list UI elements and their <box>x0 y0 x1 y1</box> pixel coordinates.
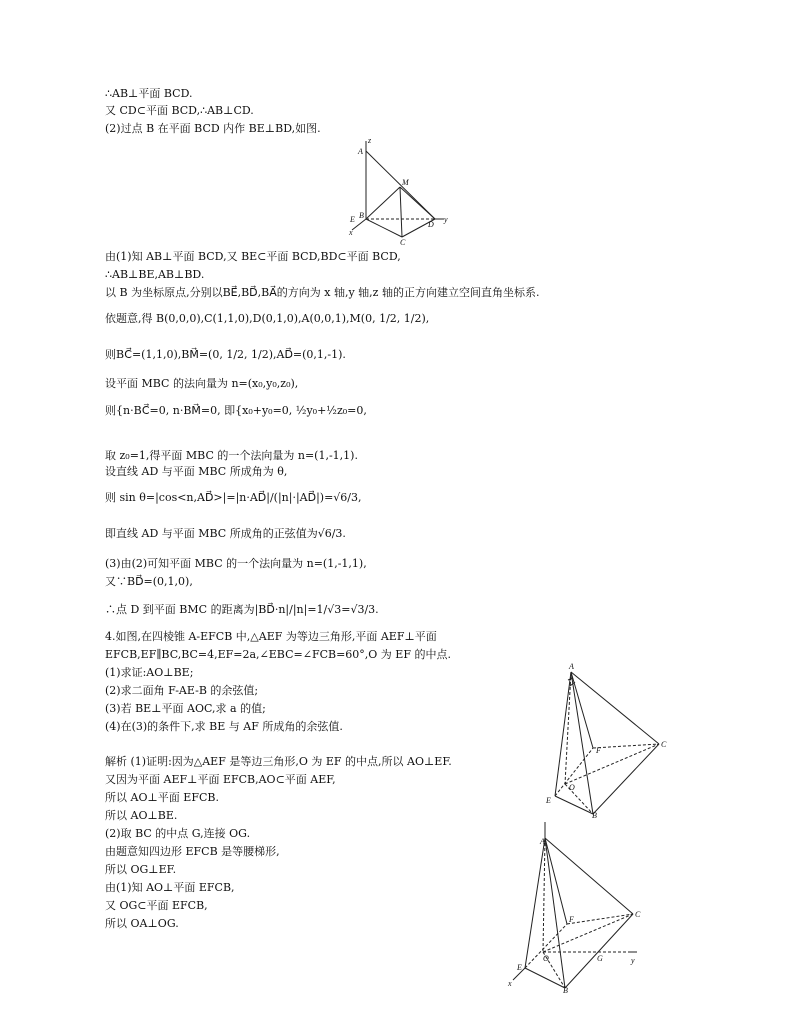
label-C: C <box>635 910 641 919</box>
text-line: (3)由(2)可知平面 MBC 的一个法向量为 n=(1,-1,1), <box>105 557 367 570</box>
text-line: 所以 AO⊥平面 EFCB. <box>105 791 219 804</box>
text-line: 设平面 MBC 的法向量为 n=(x₀,y₀,z₀), <box>105 377 299 390</box>
label-B: B <box>563 986 568 994</box>
label-F: F <box>596 746 601 755</box>
label-C: C <box>400 238 406 247</box>
label-E: E <box>517 963 522 972</box>
text-line: 所以 OA⊥OG. <box>105 917 179 930</box>
label-B: B <box>359 211 364 220</box>
figure-tetrahedron-axes <box>340 135 460 247</box>
text-line: (3)若 BE⊥平面 AOC,求 a 的值; <box>105 702 266 715</box>
text-line: 则BC⃗=(1,1,0),BM⃗=(0, 1/2, 1/2),AD⃗=(0,1,-1). <box>105 348 346 361</box>
text-line: 所以 AO⊥BE. <box>105 809 178 822</box>
label-F: F <box>569 915 574 924</box>
text-line: ∴AB⊥平面 BCD. <box>105 87 193 100</box>
label-D: D <box>428 220 434 229</box>
label-A: A <box>540 837 545 846</box>
text-line: (1)求证:AO⊥BE; <box>105 666 194 679</box>
label-C: C <box>661 740 667 749</box>
label-x: x <box>349 228 353 237</box>
label-M: M <box>402 178 409 187</box>
label-A: A <box>569 662 574 671</box>
text-line: 以 B 为坐标原点,分别以BE⃗,BD⃗,BA⃗的方向为 x 轴,y 轴,z 轴的正方向建立空间直角坐标系. <box>105 286 540 299</box>
label-B: B <box>592 811 597 818</box>
text-line: ∴点 D 到平面 BMC 的距离为|BD⃗·n|/|n|=1/√3=√3/3. <box>105 603 379 616</box>
figure-pyramid-axes <box>505 818 650 994</box>
text-line: 则{n·BC⃗=0, n·BM⃗=0, 即{x₀+y₀=0, ½y₀+½z₀=0, <box>105 404 367 417</box>
label-z: z <box>368 136 372 145</box>
text-line: 又因为平面 AEF⊥平面 EFCB,AO⊂平面 AEF, <box>105 773 336 786</box>
text-line: 由题意知四边形 EFCB 是等腰梯形, <box>105 845 280 858</box>
label-E: E <box>546 796 551 805</box>
text-line: (4)在(3)的条件下,求 BE 与 AF 所成角的余弦值. <box>105 720 343 733</box>
text-line: 解析 (1)证明:因为△AEF 是等边三角形,O 为 EF 的中点,所以 AO⊥EF. <box>105 755 452 768</box>
text-line: EFCB,EF∥BC,BC=4,EF=2a,∠EBC=∠FCB=60°,O 为 EF 的中点. <box>105 648 451 661</box>
text-line: 又 OG⊂平面 EFCB, <box>105 899 208 912</box>
label-G: G <box>597 954 603 963</box>
text-line: 则 sin θ=|cos<n,AD⃗>|=|n·AD⃗|/(|n|·|AD⃗|)=√6/3, <box>105 491 362 504</box>
label-O: O <box>543 954 549 963</box>
label-A: A <box>358 147 363 156</box>
text-line: 依题意,得 B(0,0,0),C(1,1,0),D(0,1,0),A(0,0,1),M(0, 1/2, 1/2), <box>105 312 430 325</box>
label-O: O <box>569 783 575 792</box>
label-E: E <box>350 215 355 224</box>
text-line: 取 z₀=1,得平面 MBC 的一个法向量为 n=(1,-1,1). <box>105 449 358 462</box>
figure-pyramid <box>535 660 675 818</box>
label-y: y <box>444 215 448 224</box>
label-x: x <box>508 979 512 988</box>
text-line: (2)取 BC 的中点 G,连接 OG. <box>105 827 251 840</box>
text-line: 所以 OG⊥EF. <box>105 863 177 876</box>
text-line: 又 CD⊂平面 BCD,∴AB⊥CD. <box>105 104 254 117</box>
text-line: 设直线 AD 与平面 MBC 所成角为 θ, <box>105 465 288 478</box>
text-line: (2)过点 B 在平面 BCD 内作 BE⊥BD,如图. <box>105 122 321 135</box>
text-line: 4.如图,在四棱锥 A-EFCB 中,△AEF 为等边三角形,平面 AEF⊥平面 <box>105 630 437 643</box>
text-line: ∴AB⊥BE,AB⊥BD. <box>105 268 205 281</box>
text-line: 由(1)知 AO⊥平面 EFCB, <box>105 881 235 894</box>
text-line: (2)求二面角 F-AE-B 的余弦值; <box>105 684 259 697</box>
text-line: 由(1)知 AB⊥平面 BCD,又 BE⊂平面 BCD,BD⊂平面 BCD, <box>105 250 401 263</box>
label-y: y <box>631 956 635 965</box>
text-line: 即直线 AD 与平面 MBC 所成角的正弦值为√6/3. <box>105 527 346 540</box>
text-line: 又∵BD⃗=(0,1,0), <box>105 575 193 588</box>
